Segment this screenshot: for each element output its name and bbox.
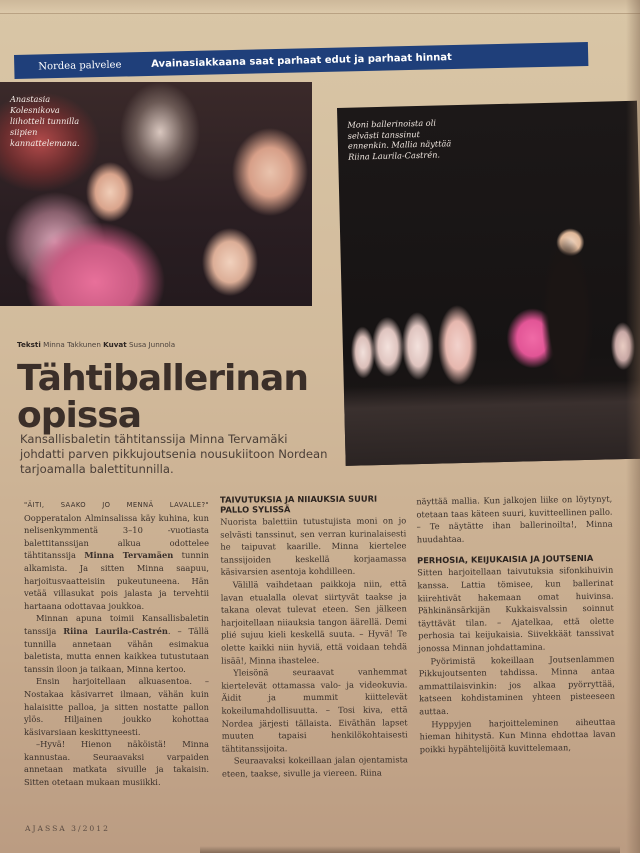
article-headline (17, 360, 317, 434)
col1-p2-name: Riina Laurila-Castrén (63, 625, 168, 636)
article-lead: Kansallisbaletin tähtitanssija Minna Tervamäki johdatti parven pikkujoutsenia nousukiitoon Nordean tarjoamalla balettitunnilla. (20, 432, 328, 476)
col2-subheading: TAIVUTUKSIA JA NIIAUKSIA SUURI PALLO SYLISSÄ (220, 493, 378, 515)
credit-text-label: Teksti (17, 340, 41, 349)
banner-section-name: Nordea palvelee (38, 59, 122, 72)
page-edge-shadow (626, 0, 640, 853)
photo-audience-fairy-girl (0, 82, 312, 306)
col2-paragraph-3: Yleisönä seuraavat vanhemmat kiertelevät ottamassa valo- ja videokuvia. Äidit ja mummit kiittelevät kokeilumahdollisuutta. – Tosi kiva, että Nordea järjesti tällaista. Eiväthän lapset muuten tapaisi henkilökohtaisesti tähtitanssijoita. (221, 666, 408, 754)
col1-paragraph-2 (24, 612, 209, 675)
col2-paragraph-2: Välillä vaihdetaan paikkoja niin, että lavan etualalla olevat siirtyvät taakse ja takana olevat tulevat eteen. Sen jälkeen harjoitellaan niiauksia tangon äärellä. Demi plié sujuu kieli keskellä suuta. – Hyvä! Te olette kaikki niin hyviä, että voidaan tehdä lisää!, Minna ihastelee. (220, 578, 408, 666)
col3-paragraph-4: Hyppyjen harjoitteleminen aiheuttaa hieman hihitystä. Kun Minna ehdottaa lavan poikki hypähtelijöitä kuvittelemaan, (419, 716, 616, 755)
article-column-1 (24, 498, 209, 789)
article-column-3 (416, 493, 616, 756)
col2-paragraph-4: Seuraavaksi kokeillaan jalan ojentamista eteen, taakse, sivulle ja viereen. Riina (221, 754, 408, 779)
col3-paragraph-3: Pyörimistä kokeillaan Joutsenlammen Pikkujoutsenten tahdissa. Minna antaa ammattilaisvinkin: jos alkaa pyörryttää, katseen kohdistaminen yhteen pisteeseen auttaa. (418, 653, 616, 717)
col1-p2-text-a: Minnan apuna toimii Kansallisbaletin tanssija (24, 613, 209, 636)
col1-p1-name: Minna Tervamäen (84, 550, 174, 561)
col3-paragraph-1: näyttää mallia. Kun jalkojen liike on löytynyt, otetaan taas käteen suuri, kuvitteellinen pallo. – Te näytätte ihan ballerinoilta!, Minna huudahtaa. (416, 493, 613, 545)
col1-paragraph-4: –Hyvä! Hienon näköistä! Minna kannustaa. Seuraavaksi varpaiden annetaan matkata sivuille ja takaisin. Sitten otetaan mukaan musiikki. (24, 739, 209, 788)
page-top-fold (0, 0, 640, 14)
credit-photo-label: Kuvat (103, 340, 127, 349)
photo-ballet-class-stage (337, 101, 640, 466)
col1-p1-text-b: tunnin alkamista. Ja sitten Minna saapuu, harjoitusvaatteisiin pukeutuneena. Hän vetää villasukat pois jalasta ja tervehtii hartaana odottavaa joukkoa. (24, 550, 210, 611)
col3-paragraph-2: Sitten harjoitellaan taivutuksia sifonkihuivin kanssa. Lattia tömisee, kun ballerinat kiirehtivät hakemaan omat huivinsa. Pähkinänsärkijän Kukkaisvalssin soinnut täyttävät tilan. – Ajatelkaa, että olette perhosia tai keijukaisia. Siivekkäät tanssivat jonossa Minnan johdattamina. (417, 565, 615, 654)
headline-line-2: opissa (17, 395, 141, 436)
photo-caption-right: Moni ballerinoista oli selvästi tanssinut ennenkin. Mallia näyttää Riina Laurila-Castrén. (347, 117, 452, 162)
article-credits (17, 340, 175, 349)
headline-line-1: Tähtiballerinan (17, 358, 308, 399)
col1-paragraph-3: Ensin harjoitellaan alkuasentoa. – Nostakaa käsivarret ilmaan, vähän kuin halaisitte palloa, ja sitten nostatte pallon ylös. Hiljainen joukko kohottaa käsivarsiaan keskittyneesti. (24, 676, 209, 737)
col3-subheading: PERHOSIA, KEIJUKAISIA JA JOUTSENIA (417, 553, 594, 566)
magazine-issue-footer: AJASSA 3/2012 (25, 824, 110, 833)
col1-p1-text-a: Oopperatalon Alminsalissa käy kuhina, kun nelisenkymmentä 3–10 -vuotiasta balettitanssijan alkua odottelee tähtitanssija (24, 512, 209, 561)
col1-p2-text-b: . – Tällä tunnilla annetaan vähän esimakua baletista, mutta ennen kaikkea tutustutaan tanssin iloon ja taikaan, Minna kertoo. (24, 625, 210, 674)
credit-photo-author: Susa Junnola (129, 340, 176, 349)
photo-caption-left: Anastasia Kolesnikova liihotteli tunnilla siipien kannattelemana. (10, 94, 80, 148)
page-bottom-shadow (200, 846, 620, 853)
credit-text-author: Minna Takkunen (43, 340, 101, 349)
banner-tagline: Avainasiakkaana saat parhaat edut ja parhaat hinnat (151, 51, 452, 70)
col2-paragraph-1: Nuorista balettiin tutustujista moni on jo selvästi tanssinut, sen verran kurinalaisesti he taipuvat kaarille. Minna kiertelee tanssijoiden keskellä korjaamassa käsivarsien asentoja kohdilleen. (220, 515, 407, 578)
article-column-2 (220, 493, 408, 780)
col1-opening-quote: "ÄITI, SAAKO JO MENNÄ LAVALLE?" (24, 501, 209, 509)
section-banner (14, 42, 588, 79)
col1-paragraph-1 (24, 498, 209, 612)
